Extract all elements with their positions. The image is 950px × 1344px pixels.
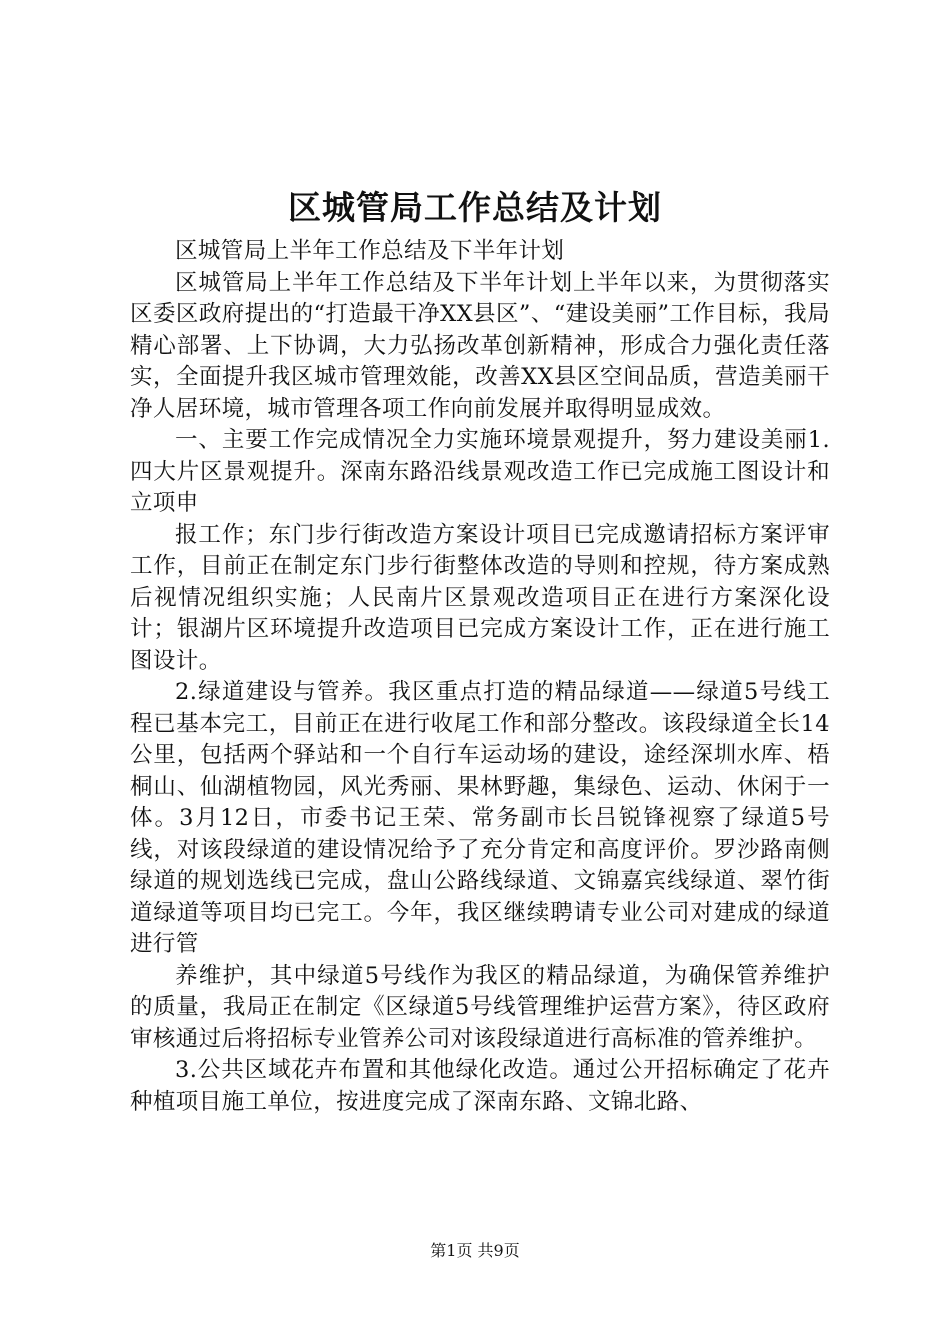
paragraph-greenway-maintenance: 养维护，其中绿道5号线作为我区的精品绿道，为确保管养维护的质量，我局正在制定《区绿道5号线管理维护运营方案》，待区政府审核通过后将招标专业管养公司对该段绿道进行高标准的管养维护。 <box>130 962 830 1052</box>
paragraph-section-1: 一、主要工作完成情况全力实施环境景观提升，努力建设美丽1.四大片区景观提升。深南东路沿线景观改造工作已完成施工图设计和立项申 <box>130 427 830 516</box>
paragraph-section-1-continued: 报工作；东门步行街改造方案设计项目已完成邀请招标方案评审工作，目前正在制定东门步行街整体改造的导则和控规，待方案成熟后视情况组织实施；人民南片区景观改造项目正在进行方案深化设计；银湖片区环境提升改造项目已完成方案设计工作，正在进行施工图设计。 <box>130 521 830 674</box>
document-title: 区城管局工作总结及计划 <box>288 188 662 227</box>
paragraph-subtitle: 区城管局上半年工作总结及下半年计划 <box>175 238 565 264</box>
document-body <box>130 236 830 1118</box>
page-number-footer: 第1页 共9页 <box>430 1241 520 1260</box>
paragraph-flowers: 3.公共区域花卉布置和其他绿化改造。通过公开招标确定了花卉种植项目施工单位，按进度完成了深南东路、文锦北路、 <box>130 1057 830 1115</box>
paragraph-intro: 区城管局上半年工作总结及下半年计划上半年以来，为贯彻落实区委区政府提出的“打造最干净XX县区”、“建设美丽”工作目标，我局精心部署、上下协调，大力弘扬改革创新精神，形成合力强化责任落实，全面提升我区城市管理效能，改善XX县区空间品质，营造美丽干净人居环境，城市管理各项工作向前发展并取得明显成效。 <box>130 269 830 422</box>
paragraph-greenway: 2.绿道建设与管养。我区重点打造的精品绿道——绿道5号线工程已基本完工，目前正在进行收尾工作和部分整改。该段绿道全长14公里，包括两个驿站和一个自行车运动场的建设，途经深圳水库、梧桐山、仙湖植物园，风光秀丽、果林野趣，集绿色、运动、休闲于一体。3月12日，市委书记王荣、常务副市长吕锐锋视察了绿道5号线，对该段绿道的建设情况给予了充分肯定和高度评价。罗沙路南侧绿道的规划选线已完成，盘山公路线绿道、文锦嘉宾线绿道、翠竹街道绿道等项目均已完工。今年，我区继续聘请专业公司对建成的绿道进行管 <box>130 679 830 957</box>
